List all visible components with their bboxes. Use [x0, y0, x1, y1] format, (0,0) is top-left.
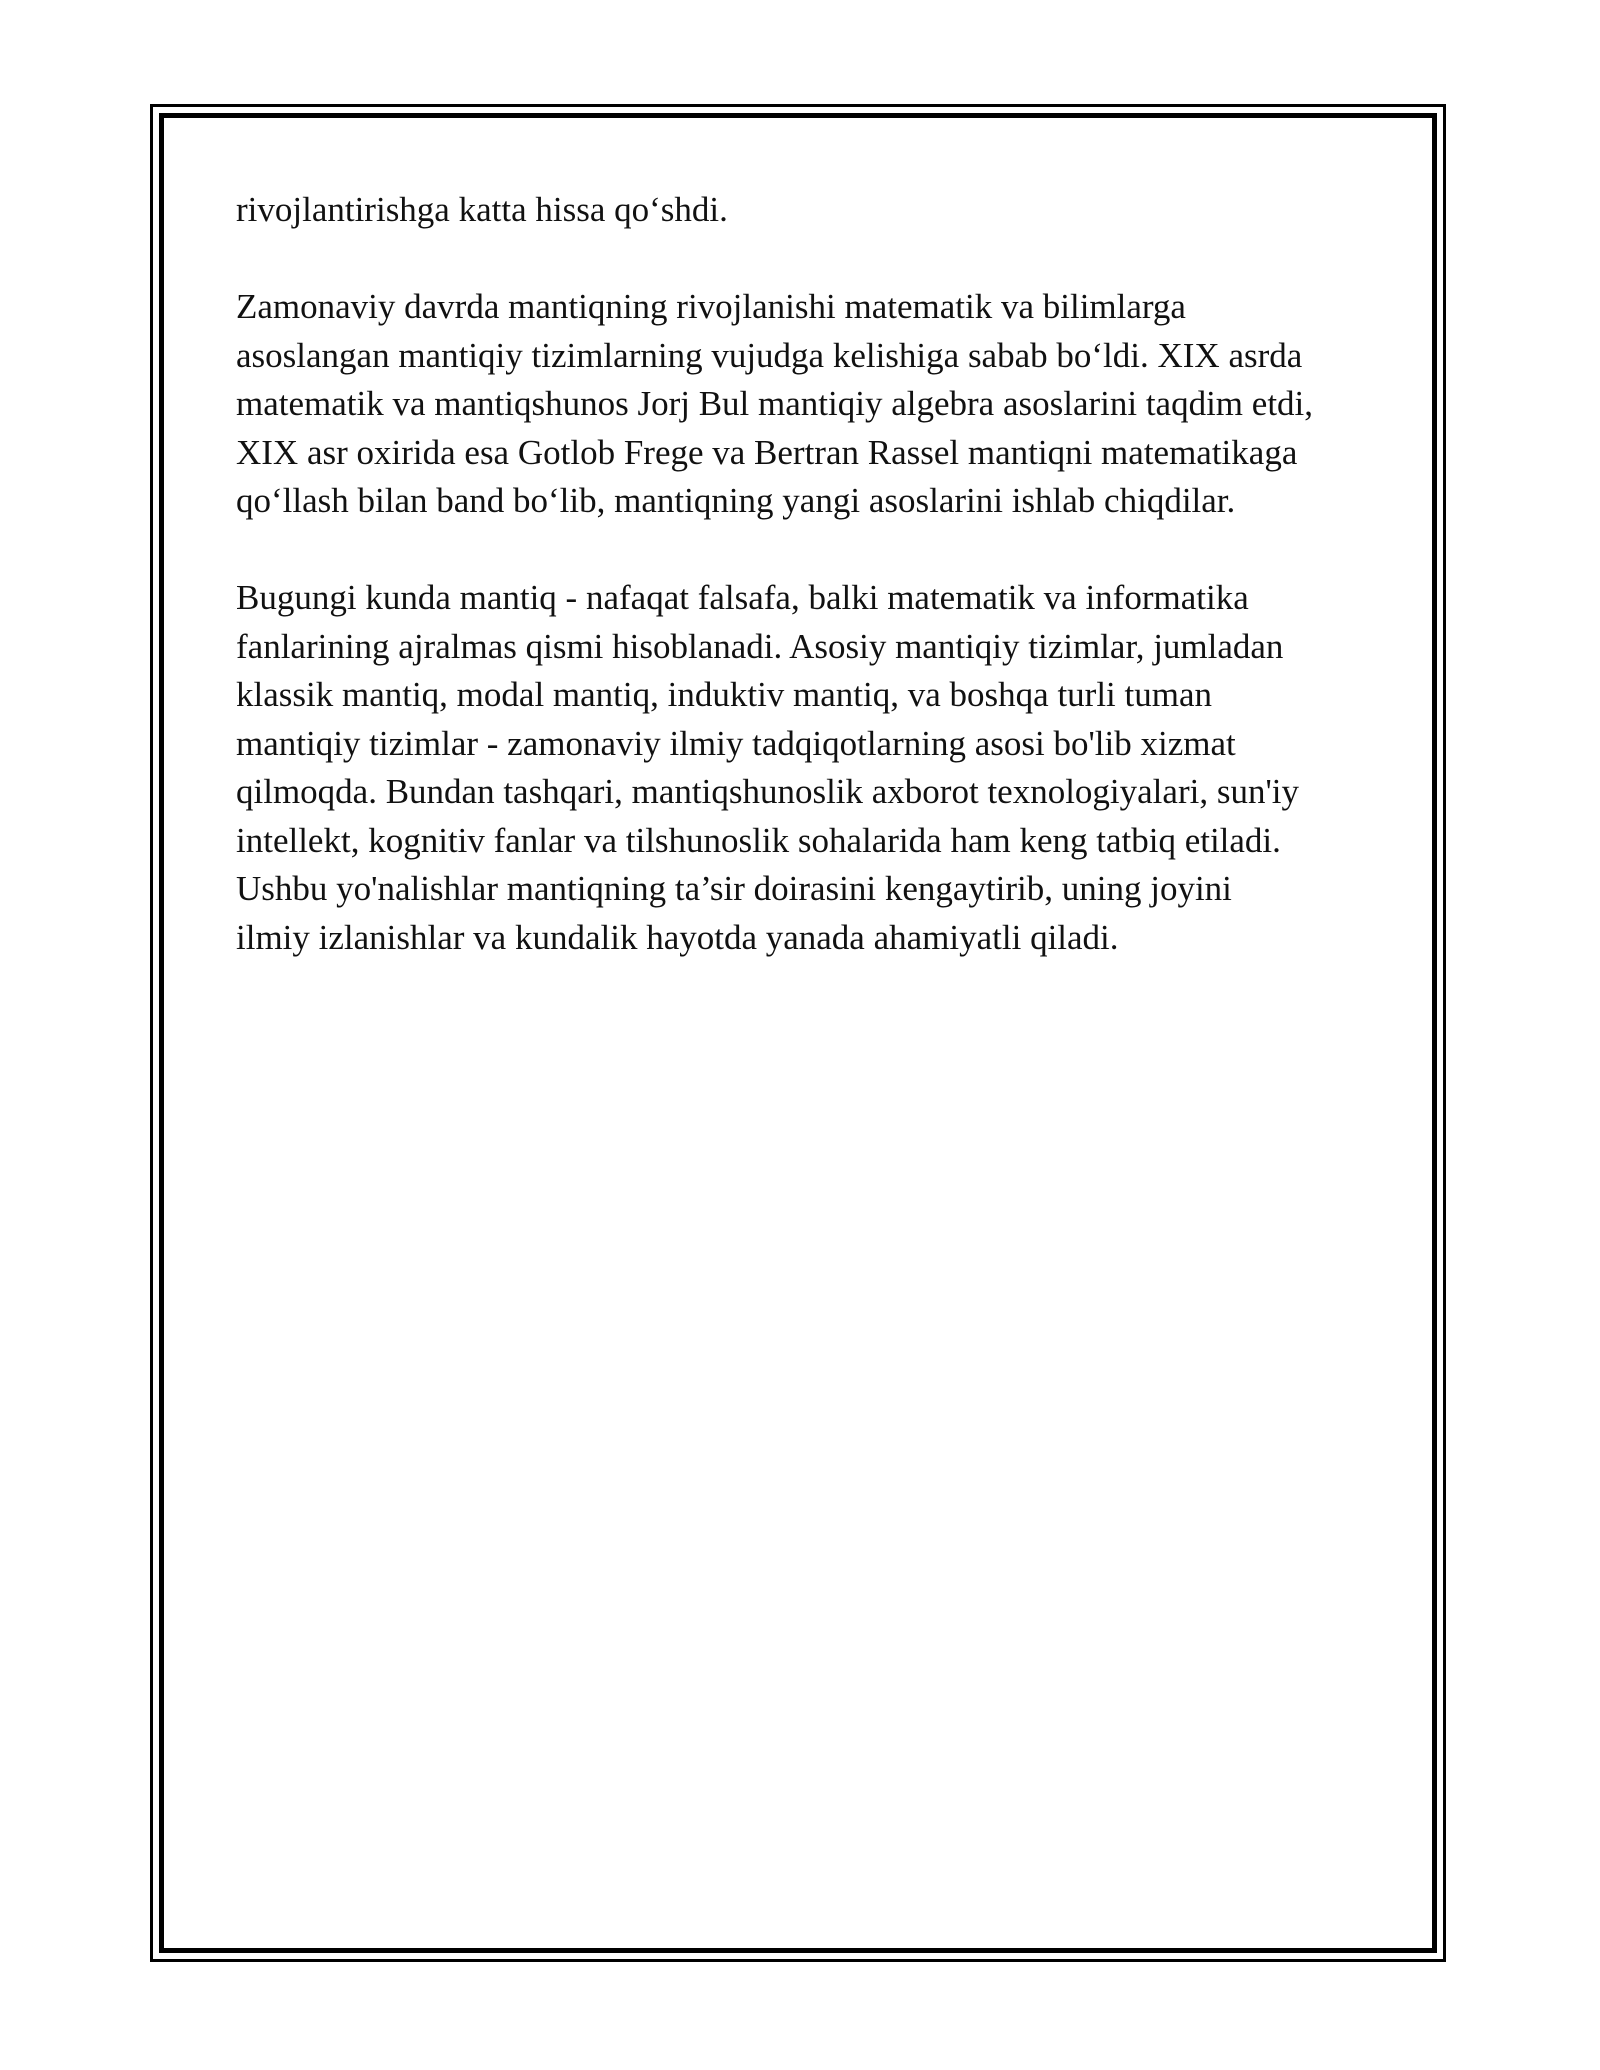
text-line: Bugungi kunda mantiq - nafaqat falsafa, balki matematik va informatika [236, 578, 1249, 617]
paragraph-2 [236, 283, 1396, 526]
text-line: XIX asr oxirida esa Gotlob Frege va Bertran Rassel mantiqni matematikaga [236, 432, 1298, 472]
text-line: asoslangan mantiqiy tizimlarning vujudga kelishiga sabab bo‘ldi. XIX asrda [236, 335, 1303, 375]
text-line: qilmoqda. Bundan tashqari, mantiqshunoslik axborot texnologiyalari, sun'iy [236, 772, 1299, 811]
text-line: klassik mantiq, modal mantiq, induktiv mantiq, va boshqa turli tuman [236, 675, 1213, 714]
document-body [236, 186, 1396, 1011]
text-line: ilmiy izlanishlar va kundalik hayotda yanada ahamiyatli qiladi. [236, 917, 1119, 957]
text-line: qo‘llash bilan band bo‘lib, mantiqning yangi asoslarini ishlab chiqdilar. [236, 481, 1236, 520]
paragraph-1 [236, 186, 1396, 235]
text-line: intellekt, kognitiv fanlar va tilshunoslik sohalarida ham keng tatbiq etiladi. [236, 820, 1281, 860]
text-line: Ushbu yo'nalishlar mantiqning ta’sir doirasini kengaytirib, uning joyini [236, 869, 1232, 908]
text-line: Zamonaviy davrda mantiqning rivojlanishi matematik va bilimlarga [236, 287, 1186, 326]
text-line: matematik va mantiqshunos Jorj Bul mantiqiy algebra asoslarini taqdim etdi, [236, 384, 1314, 423]
text-line: rivojlantirishga katta hissa qo‘shdi. [236, 190, 728, 229]
text-line: fanlarining ajralmas qismi hisoblanadi. Asosiy mantiqiy tizimlar, jumladan [236, 626, 1284, 666]
text-line: mantiqiy tizimlar - zamonaviy ilmiy tadqiqotlarning asosi bo'lib xizmat [236, 723, 1236, 763]
paragraph-3 [236, 574, 1396, 962]
